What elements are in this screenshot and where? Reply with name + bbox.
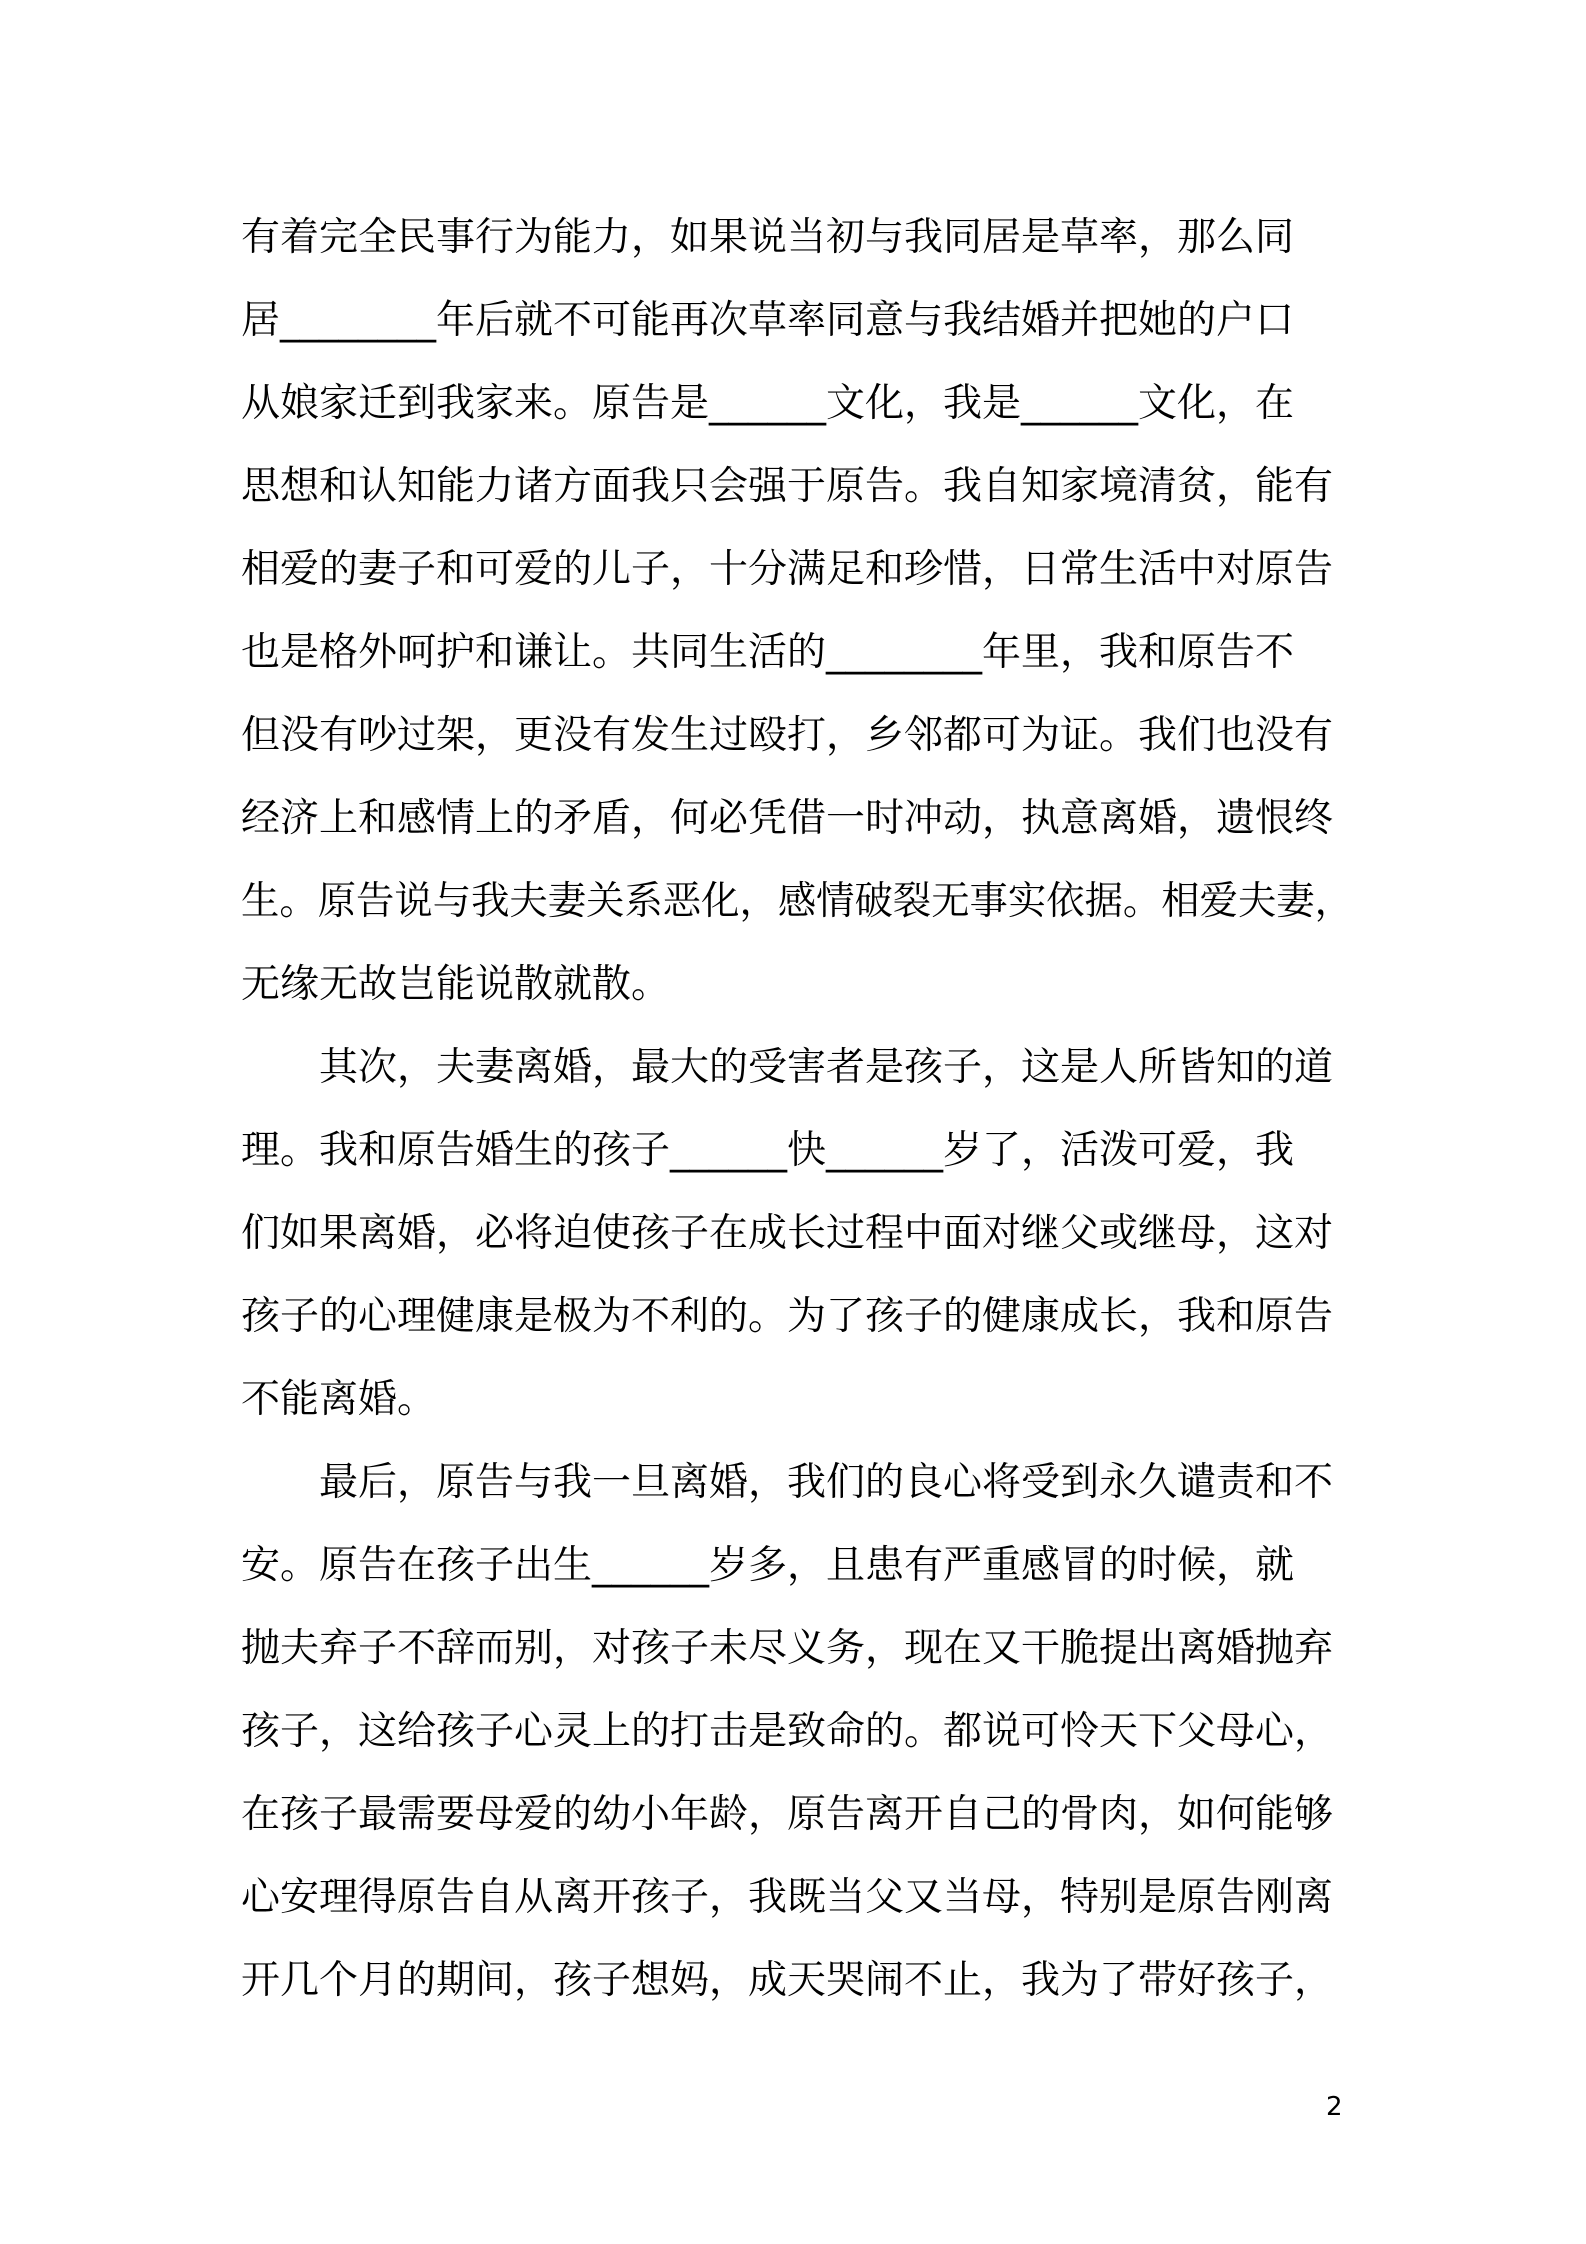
- body-text: [241, 196, 1353, 2022]
- text-line: 们如果离婚，必将迫使孩子在成长过程中面对继父或继母，这对: [241, 1211, 1334, 1256]
- text-line: 居________年后就不可能再次草率同意与我结婚并把她的户口: [241, 298, 1295, 343]
- text-line: 抛夫弃子不辞而别，对孩子未尽义务，现在又干脆提出离婚抛弃: [241, 1626, 1334, 1671]
- paragraph-start-line: 其次，夫妻离婚，最大的受害者是孩子，这是人所皆知的道: [241, 1045, 1334, 1090]
- text-line: 开几个月的期间，孩子想妈，成天哭闹不止，我为了带好孩子，: [241, 1958, 1334, 2003]
- text-line: 也是格外呵护和谦让。共同生活的________年里，我和原告不: [241, 630, 1295, 675]
- text-line: 在孩子最需要母爱的幼小年龄，原告离开自己的骨肉，如何能够: [241, 1792, 1334, 1837]
- text-line: 心安理得原告自从离开孩子，我既当父又当母，特别是原告刚离: [241, 1875, 1334, 1920]
- text-line: 孩子的心理健康是极为不利的。为了孩子的健康成长，我和原告: [241, 1294, 1334, 1339]
- text-line: 安。原告在孩子出生______岁多，且患有严重感冒的时候，就: [241, 1543, 1295, 1588]
- text-line: 理。我和原告婚生的孩子______快______岁了，活泼可爱，我: [241, 1128, 1295, 1173]
- paragraph-start-line: 最后，原告与我一旦离婚，我们的良心将受到永久谴责和不: [241, 1460, 1334, 1505]
- text-line: 但没有吵过架，更没有发生过殴打，乡邻都可为证。我们也没有: [241, 713, 1334, 758]
- text-line: 经济上和感情上的矛盾，何必凭借一时冲动，执意离婚，遗恨终: [241, 796, 1334, 841]
- text-line: 相爱的妻子和可爱的儿子，十分满足和珍惜，日常生活中对原告: [241, 547, 1334, 592]
- page-number: 2: [1326, 2092, 1343, 2122]
- text-line: 从娘家迁到我家来。原告是______文化，我是______文化，在: [241, 381, 1295, 426]
- text-line: 有着完全民事行为能力，如果说当初与我同居是草率，那么同: [241, 215, 1295, 260]
- text-line: 思想和认知能力诸方面我只会强于原告。我自知家境清贫，能有: [241, 464, 1334, 509]
- text-line: 生。原告说与我夫妻关系恶化，感情破裂无事实依据。相爱夫妻，: [241, 879, 1354, 924]
- text-line: 无缘无故岂能说散就散。: [241, 962, 671, 1007]
- text-line: 不能离婚。: [241, 1377, 437, 1422]
- text-line: 孩子，这给孩子心灵上的打击是致命的。都说可怜天下父母心，: [241, 1709, 1334, 1754]
